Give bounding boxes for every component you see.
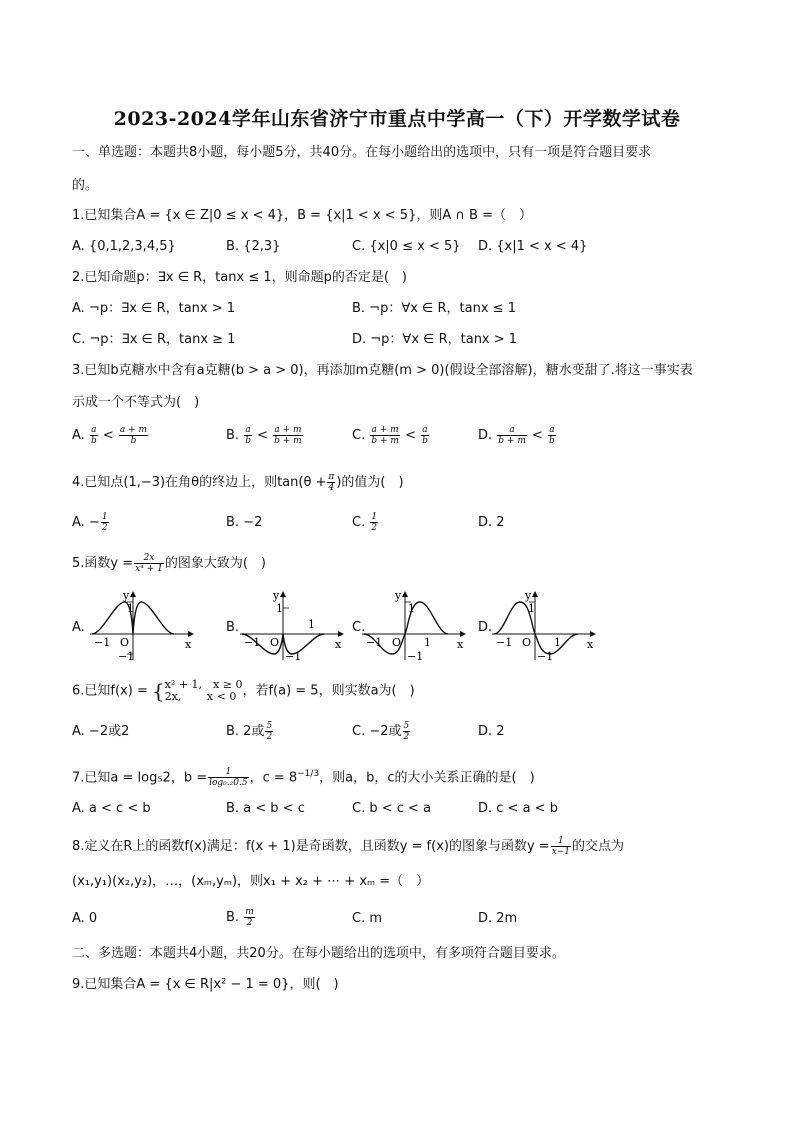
q5-option-c-label: C. bbox=[352, 620, 366, 635]
q3-stem: 3.已知b克糖水中含有a克糖(b > a > 0)，再添加m克糖(m > 0)(假设全部溶解)，糖水变甜了.将这一事实表 bbox=[72, 363, 693, 378]
svg-text:1: 1 bbox=[276, 602, 283, 615]
q2-option-a: A. ¬p：∃x ∈ R，tanx > 1 bbox=[72, 301, 236, 316]
svg-text:O: O bbox=[270, 636, 280, 649]
q5a-neg-one-y: −1 bbox=[118, 650, 135, 662]
svg-text:−1: −1 bbox=[366, 636, 383, 649]
svg-text:1: 1 bbox=[408, 602, 415, 615]
svg-text:−1: −1 bbox=[285, 650, 302, 662]
svg-text:1: 1 bbox=[554, 636, 561, 649]
q2-option-b: B. ¬p：∀x ∈ R，tanx ≤ 1 bbox=[352, 301, 516, 316]
q6-option-b: B. 2或 $\frac{5}{2}$ bbox=[226, 721, 273, 742]
q8-option-a: A. 0 bbox=[72, 911, 98, 926]
q2-option-c: C. ¬p：∃x ∈ R，tanx ≥ 1 bbox=[72, 332, 236, 347]
q1-option-a: A. {0,1,2,3,4,5} bbox=[72, 239, 176, 254]
q8-stem-cont: (x₁,y₁)(x₂,y₂)，…，(xₘ,yₘ)，则x₁ + x₂ + ⋯ + xₘ =（ ） bbox=[72, 874, 430, 889]
q5a-y-label: y bbox=[123, 589, 130, 602]
q4-option-c: C. $\frac{1}{2}$ bbox=[352, 512, 378, 533]
q3-option-b: B. $\frac{a}{b}$ < $\frac{a + m}{b + m}$ bbox=[226, 425, 302, 446]
svg-text:y: y bbox=[395, 589, 402, 602]
q4-stem: 4.已知点(1,−3)在角θ的终边上，则tan(θ + $\frac{\pi}{4}$ )的值为( ) bbox=[72, 472, 404, 493]
q5a-origin: O bbox=[120, 636, 130, 649]
q7-option-a: A. a < c < b bbox=[72, 801, 151, 816]
svg-text:1: 1 bbox=[308, 618, 315, 631]
q2-stem: 2.已知命题p：∃x ∈ R，tanx ≤ 1，则命题p的否定是( ) bbox=[72, 270, 408, 285]
svg-text:1: 1 bbox=[424, 636, 431, 649]
q7-option-c: C. b < c < a bbox=[352, 801, 432, 816]
q5a-x-label: x bbox=[185, 638, 192, 651]
q4-option-b: B. −2 bbox=[226, 515, 263, 530]
q5-option-a-label: A. bbox=[72, 620, 85, 635]
q5-graph-b bbox=[238, 588, 348, 662]
svg-text:x: x bbox=[335, 638, 342, 651]
exam-title: 2023-2024学年山东省济宁市重点中学高一（下）开学数学试卷 bbox=[113, 108, 681, 130]
q5a-neg-one-x: −1 bbox=[94, 636, 111, 649]
q4-option-d: D. 2 bbox=[478, 515, 505, 530]
q8-option-b: B. $\frac{m}{2}$ bbox=[226, 907, 254, 928]
svg-text:x: x bbox=[457, 638, 464, 651]
q5-option-b-label: B. bbox=[226, 620, 240, 635]
svg-text:x: x bbox=[587, 638, 594, 651]
q3-option-d: D. $\frac{a}{b + m}$ < $\frac{a}{b}$ bbox=[478, 425, 555, 446]
q6-option-d: D. 2 bbox=[478, 724, 505, 739]
q1-option-b: B. {2,3} bbox=[226, 239, 281, 254]
q7-stem: 7.已知a = log₅2，b = $\frac{1}{\text{log₀.₂0.5}}$ ，$c = 8^{-1/3}$，则a，b，c的大小关系正确的是( ) bbox=[72, 767, 535, 789]
q6-option-c: C. −2或 $\frac{5}{2}$ bbox=[352, 721, 410, 742]
q5-graph-a bbox=[88, 588, 198, 662]
section1-heading: 一、单选题：本题共8小题，每小题5分，共40分。在每小题给出的选项中，只有一项是符合题目要求 bbox=[72, 145, 652, 160]
svg-text:−1: −1 bbox=[496, 636, 513, 649]
q7-option-d: D. c < a < b bbox=[478, 801, 558, 816]
q3-stem-cont: 示成一个不等式为( ) bbox=[72, 395, 200, 410]
q3-option-a: A. $\frac{a}{b}$ < $\frac{a + m}{b}$ bbox=[72, 425, 148, 446]
q5-stem: 5.函数y = $\frac{2x}{\text{x⁴ + 1}}$ 的图象大致为( ) bbox=[72, 553, 266, 574]
q8-option-d: D. 2m bbox=[478, 911, 518, 926]
section2-heading: 二、多选题：本题共4小题，共20分。在每小题给出的选项中，有多项符合题目要求。 bbox=[72, 946, 565, 961]
svg-text:O: O bbox=[392, 636, 402, 649]
q3-option-c: C. $\frac{a + m}{b + m}$ < $\frac{a}{b}$ bbox=[352, 425, 428, 446]
svg-text:−1: −1 bbox=[537, 650, 554, 662]
q6-stem: 6.已知f(x) = { x² + 1, x ≥ 0 2x, x < 0 ，若f(a) = 5，则实数a为( ) bbox=[72, 678, 415, 703]
q5-option-d-label: D. bbox=[478, 620, 493, 635]
q4-option-a: A. − $\frac{1}{2}$ bbox=[72, 512, 108, 533]
q1-option-c: C. {x|0 ≤ x < 5} bbox=[352, 239, 461, 254]
svg-text:−1: −1 bbox=[244, 636, 261, 649]
q8-stem: 8.定义在R上的函数f(x)满足：f(x + 1)是奇函数，且函数y = f(x)的图象与函数y = $\frac{1}{x-1}$ 的交点为 bbox=[72, 836, 625, 857]
section1-heading-cont: 的。 bbox=[72, 178, 99, 193]
svg-text:1: 1 bbox=[528, 602, 535, 615]
q2-option-d: D. ¬p：∀x ∈ R，tanx > 1 bbox=[352, 332, 518, 347]
q8-option-c: C. m bbox=[352, 911, 383, 926]
q5a-one-label: 1 bbox=[127, 602, 134, 615]
q5-graph-d bbox=[490, 588, 600, 662]
q1-option-d: D. {x|1 < x < 4} bbox=[478, 239, 588, 254]
q6-option-a: A. −2或2 bbox=[72, 724, 130, 739]
svg-text:−1: −1 bbox=[407, 650, 424, 662]
q9-stem: 9.已知集合A = {x ∈ R|x² − 1 = 0}，则( ) bbox=[72, 977, 339, 992]
q5-graph-c bbox=[360, 588, 470, 662]
svg-text:O: O bbox=[522, 636, 532, 649]
svg-text:y: y bbox=[273, 589, 280, 602]
svg-text:y: y bbox=[525, 589, 532, 602]
q1-stem: 1.已知集合A = {x ∈ Z|0 ≤ x < 4}，B = {x|1 < x < 5}，则A ∩ B =（ ） bbox=[72, 208, 532, 223]
q7-option-b: B. a < b < c bbox=[226, 801, 305, 816]
